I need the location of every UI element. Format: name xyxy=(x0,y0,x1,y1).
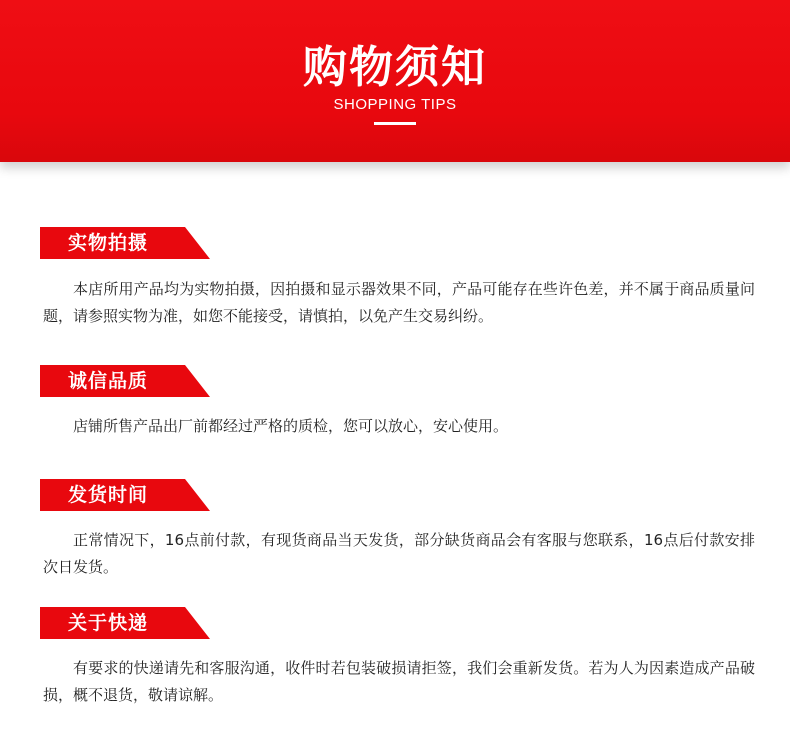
section-body-shipping-time: 正常情况下，16点前付款，有现货商品当天发货，部分缺货商品会有客服与您联系，16点后付款安排次日发货。 xyxy=(43,531,755,576)
section-heading-label: 诚信品质 xyxy=(68,370,149,392)
section-heading-shipping-time xyxy=(40,479,210,511)
title-underline xyxy=(374,122,416,125)
section-heading-courier xyxy=(40,607,210,639)
section-heading-photo xyxy=(40,227,210,259)
page-subtitle: SHOPPING TIPS xyxy=(333,96,457,113)
section-heading-label: 发货时间 xyxy=(68,484,149,506)
page-title: 购物须知 xyxy=(303,42,487,93)
header-banner xyxy=(0,0,790,162)
section-body-photo: 本店所用产品均为实物拍摄，因拍摄和显示器效果不同，产品可能存在些许色差，并不属于商品质量问题，请参照实物为准，如您不能接受，请慎拍，以免产生交易纠纷。 xyxy=(43,280,755,325)
section-heading-label: 实物拍摄 xyxy=(68,232,149,254)
section-body-quality: 店铺所售产品出厂前都经过严格的质检，您可以放心，安心使用。 xyxy=(73,417,509,435)
section-heading-label: 关于快递 xyxy=(68,612,149,634)
section-body-courier: 有要求的快递请先和客服沟通，收件时若包装破损请拒签，我们会重新发货。若为人为因素造成产品破损，概不退货，敬请谅解。 xyxy=(43,659,755,704)
section-heading-quality xyxy=(40,365,210,397)
